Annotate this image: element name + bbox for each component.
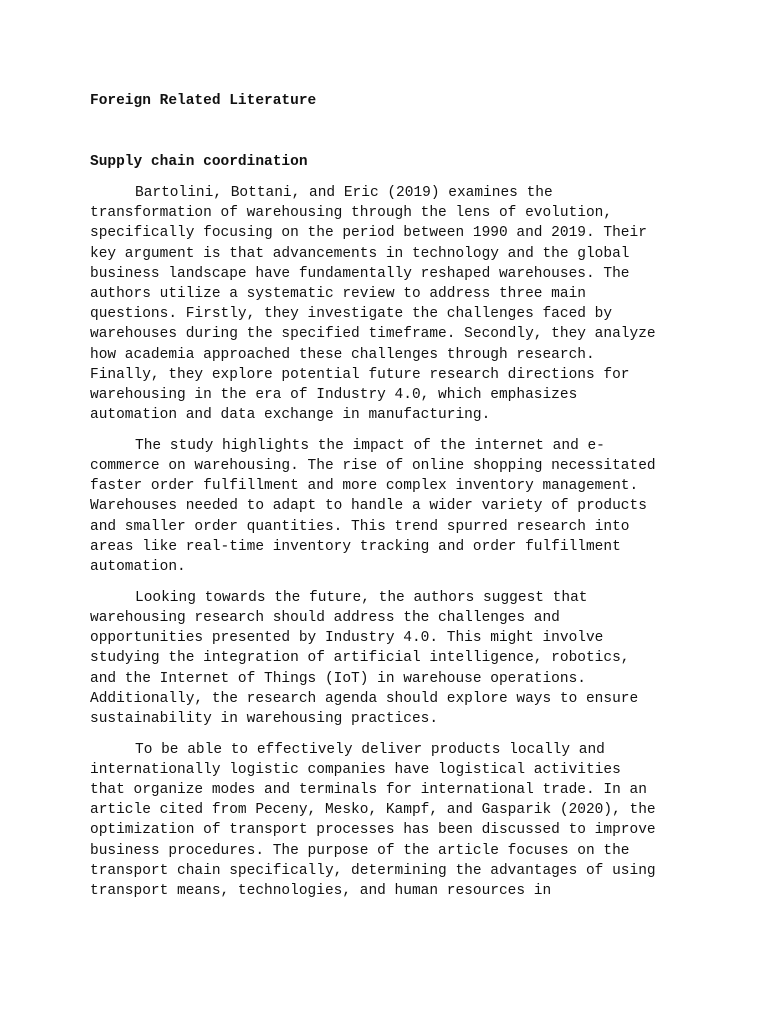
paragraph-line: sustainability in warehousing practices. [90,710,439,727]
paragraph-line: business procedures. The purpose of the article focuses on the [90,842,630,859]
paragraph-line: Finally, they explore potential future research directions for [90,366,630,383]
document-body [90,183,690,912]
paragraph-line: studying the integration of artificial intelligence, robotics, [90,650,630,667]
document-title: Foreign Related Literature [90,93,317,109]
paragraph-line: faster order fulfillment and more complex inventory management. [90,478,639,495]
paragraph-line: business landscape have fundamentally reshaped warehouses. The [90,265,630,282]
paragraph-line: how academia approached these challenges through research. [90,346,595,363]
paragraph-line: key argument is that advancements in technology and the global [90,245,630,262]
paragraph-line: questions. Firstly, they investigate the challenges faced by [90,306,613,323]
paragraph-line: Additionally, the research agenda should explore ways to ensure [90,690,639,707]
body-paragraph [90,183,690,425]
paragraph-line: internationally logistic companies have logistical activities [90,761,621,778]
body-paragraph [90,588,690,729]
paragraph-line: commerce on warehousing. The rise of online shopping necessitated [90,458,656,475]
section-heading: Supply chain coordination [90,154,308,170]
paragraph-line: automation and data exchange in manufacturing. [90,407,491,424]
paragraph-line: and the Internet of Things (IoT) in warehouse operations. [90,670,586,687]
body-paragraph [90,436,690,577]
paragraph-line: transport chain specifically, determining the advantages of using [90,862,656,879]
paragraph-line: specifically focusing on the period between 1990 and 2019. Their [90,225,647,242]
paragraph-line: warehousing in the era of Industry 4.0, which emphasizes [90,386,578,403]
paragraph-line: areas like real-time inventory tracking and order fulfillment [90,538,621,555]
paragraph-line: optimization of transport processes has been discussed to improve [90,822,656,839]
paragraph-line: transport means, technologies, and human resources in [90,882,552,899]
paragraph-line: transformation of warehousing through the lens of evolution, [90,205,613,222]
paragraph-line: that organize modes and terminals for international trade. In an [90,782,647,799]
body-paragraph [90,740,690,902]
paragraph-line: To be able to effectively deliver products locally and [135,741,605,758]
paragraph-line: article cited from Peceny, Mesko, Kampf, and Gasparik (2020), the [90,802,656,819]
paragraph-line: Looking towards the future, the authors suggest that [135,589,588,606]
paragraph-line: Bartolini, Bottani, and Eric (2019) examines the [135,185,553,201]
paragraph-line: warehouses during the specified timeframe. Secondly, they analyze [90,326,656,343]
paragraph-line: opportunities presented by Industry 4.0. This might involve [90,630,604,647]
paragraph-line: Warehouses needed to adapt to handle a wider variety of products [90,498,647,515]
paragraph-line: warehousing research should address the challenges and [90,609,560,626]
paragraph-line: and smaller order quantities. This trend spurred research into [90,518,630,535]
paragraph-line: The study highlights the impact of the internet and e- [135,437,605,454]
paragraph-line: automation. [90,558,186,575]
paragraph-line: authors utilize a systematic review to address three main [90,285,586,302]
